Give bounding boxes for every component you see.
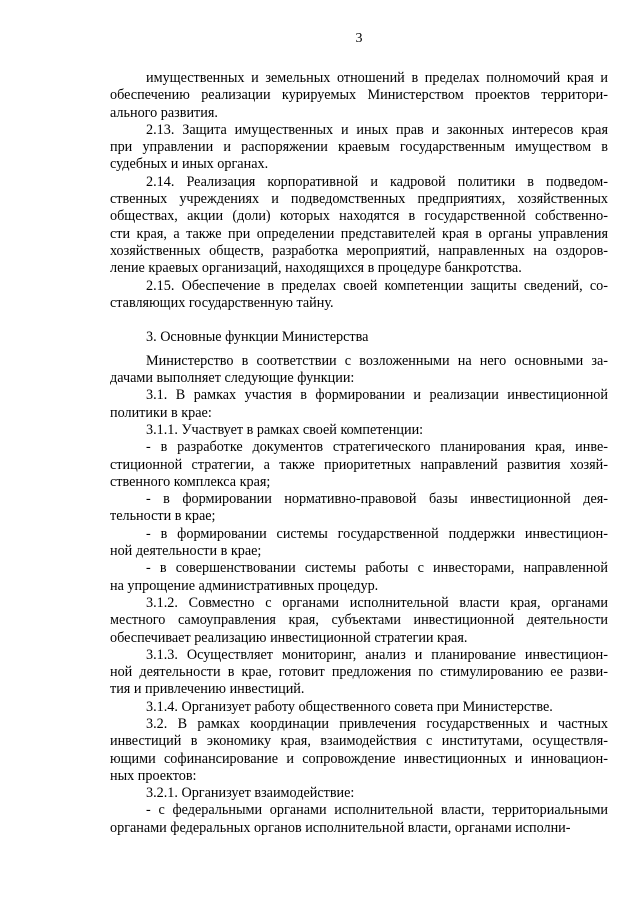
text-line: ных проектов: — [110, 767, 197, 784]
text-line: тия и привлечению инвестиций. — [110, 681, 305, 698]
text-line: 3.1.2. Совместно с органами исполнительной власти края, органами — [146, 594, 608, 611]
text-line: - в формировании нормативно-правовой базы инвестиционной дея- — [146, 491, 608, 508]
text-line: имущественных и земельных отношений в пределах полномочий края и — [146, 70, 608, 86]
text-line: ной деятельности в крае; — [110, 543, 262, 560]
text-line: при управлении и распоряжении краевым государственным имуществом в — [110, 139, 608, 156]
text-line: 3.2. В рамках координации привлечения государственных и частных — [146, 715, 608, 732]
text-line: политики в крае: — [110, 404, 212, 421]
text-line: органами федеральных органов исполнительной власти, органами исполни- — [110, 819, 571, 836]
text-line: ственного комплекса края; — [110, 473, 271, 490]
paragraph-p-2-14 — [110, 174, 608, 278]
text-line: ственных учреждениях и подведомственных предприятиях, хозяйственных — [110, 191, 608, 208]
text-line: 3.1.1. Участвует в рамках своей компетенции: — [146, 421, 424, 438]
text-line: дачами выполняет следующие функции: — [110, 370, 355, 387]
text-line: 3. Основные функции Министерства — [146, 329, 369, 346]
page-number: 3 — [355, 31, 363, 46]
text-line: 3.2.1. Организует взаимодействие: — [146, 785, 355, 802]
paragraph-p-3-1-1-d — [110, 560, 608, 595]
text-line: 2.13. Защита имущественных и иных прав и законных интересов края — [146, 121, 608, 138]
text-line: - в совершенствовании системы работы с инвесторами, направленной — [146, 560, 608, 577]
text-line: обеспечивает реализацию инвестиционной стратегии края. — [110, 629, 468, 646]
paragraph-p-3-1-1-b — [110, 491, 608, 526]
text-line: ального развития. — [110, 104, 218, 121]
blank-line — [110, 312, 608, 329]
paragraph-p-3-2-1-a — [110, 802, 608, 837]
paragraph-p-3-1-2 — [110, 595, 608, 647]
text-line: обеспечению реализации курируемых Министерством проектов территори- — [110, 87, 608, 104]
text-line: 3.1. В рамках участия в формировании и реализации инвестиционной — [146, 387, 608, 404]
text-line: местного самоуправления края, субъектами инвестиционной деятельности — [110, 612, 608, 629]
text-line: ставляющих государственную тайну. — [110, 294, 334, 311]
text-line: 2.14. Реализация корпоративной и кадровой политики в подведом- — [146, 173, 608, 190]
text-line: хозяйственных обществ, разработка мероприятий, направленных на оздоров- — [110, 242, 608, 259]
paragraph-p-3-1-1-c — [110, 526, 608, 561]
document-body — [110, 70, 608, 837]
text-line: 3.1.4. Организует работу общественного совета при Министерстве. — [146, 698, 553, 715]
paragraph-p-3-1-4 — [110, 699, 608, 716]
document-page — [110, 30, 608, 837]
paragraph-p-3-2 — [110, 716, 608, 785]
paragraph-p-2-15 — [110, 278, 608, 313]
text-line: судебных и иных органах. — [110, 156, 269, 173]
text-line: инвестиций в экономику края, взаимодействия с институтами, осуществля- — [110, 733, 608, 750]
text-line: ющими софинансирование и сопровождение инвестиционных и инновацион- — [110, 750, 608, 767]
text-line: 3.1.3. Осуществляет мониторинг, анализ и планирование инвестицион- — [146, 646, 608, 663]
paragraph-p-2-12-tail — [110, 70, 608, 122]
text-line: Министерство в соответствии с возложенными на него основными за- — [146, 352, 608, 369]
paragraph-p-3-2-1 — [110, 785, 608, 802]
text-line: - в формировании системы государственной поддержки инвестицион- — [146, 525, 608, 542]
text-line: 2.15. Обеспечение в пределах своей компетенции защиты сведений, со- — [146, 277, 608, 294]
paragraph-p-2-13 — [110, 122, 608, 174]
text-line: обществах, акции (доли) которых находятся в государственной собственно- — [110, 208, 608, 225]
paragraph-p-3-1-3 — [110, 647, 608, 699]
paragraph-p-3-1-1-a — [110, 439, 608, 491]
text-line: на упрощение административных процедур. — [110, 577, 379, 594]
paragraph-p-intro — [110, 353, 608, 388]
text-line: сти края, а также при определении представителей края в органы управления — [110, 225, 608, 242]
text-line: - в разработке документов стратегического планирования края, инве- — [146, 439, 608, 456]
text-line: - с федеральными органами исполнительной власти, территориальными — [146, 802, 608, 819]
text-line: тельности в крае; — [110, 508, 216, 525]
text-line: стиционной стратегии, а также приоритетных направлений развития хозяй- — [110, 456, 608, 473]
paragraph-section-3-heading — [110, 329, 608, 346]
paragraph-p-3-1 — [110, 387, 608, 422]
paragraph-p-3-1-1 — [110, 422, 608, 439]
text-line: ной деятельности в крае, готовит предложения по стимулированию ее разви- — [110, 664, 608, 681]
text-line: ление краевых организаций, находящихся в процедуре банкротства. — [110, 260, 522, 277]
